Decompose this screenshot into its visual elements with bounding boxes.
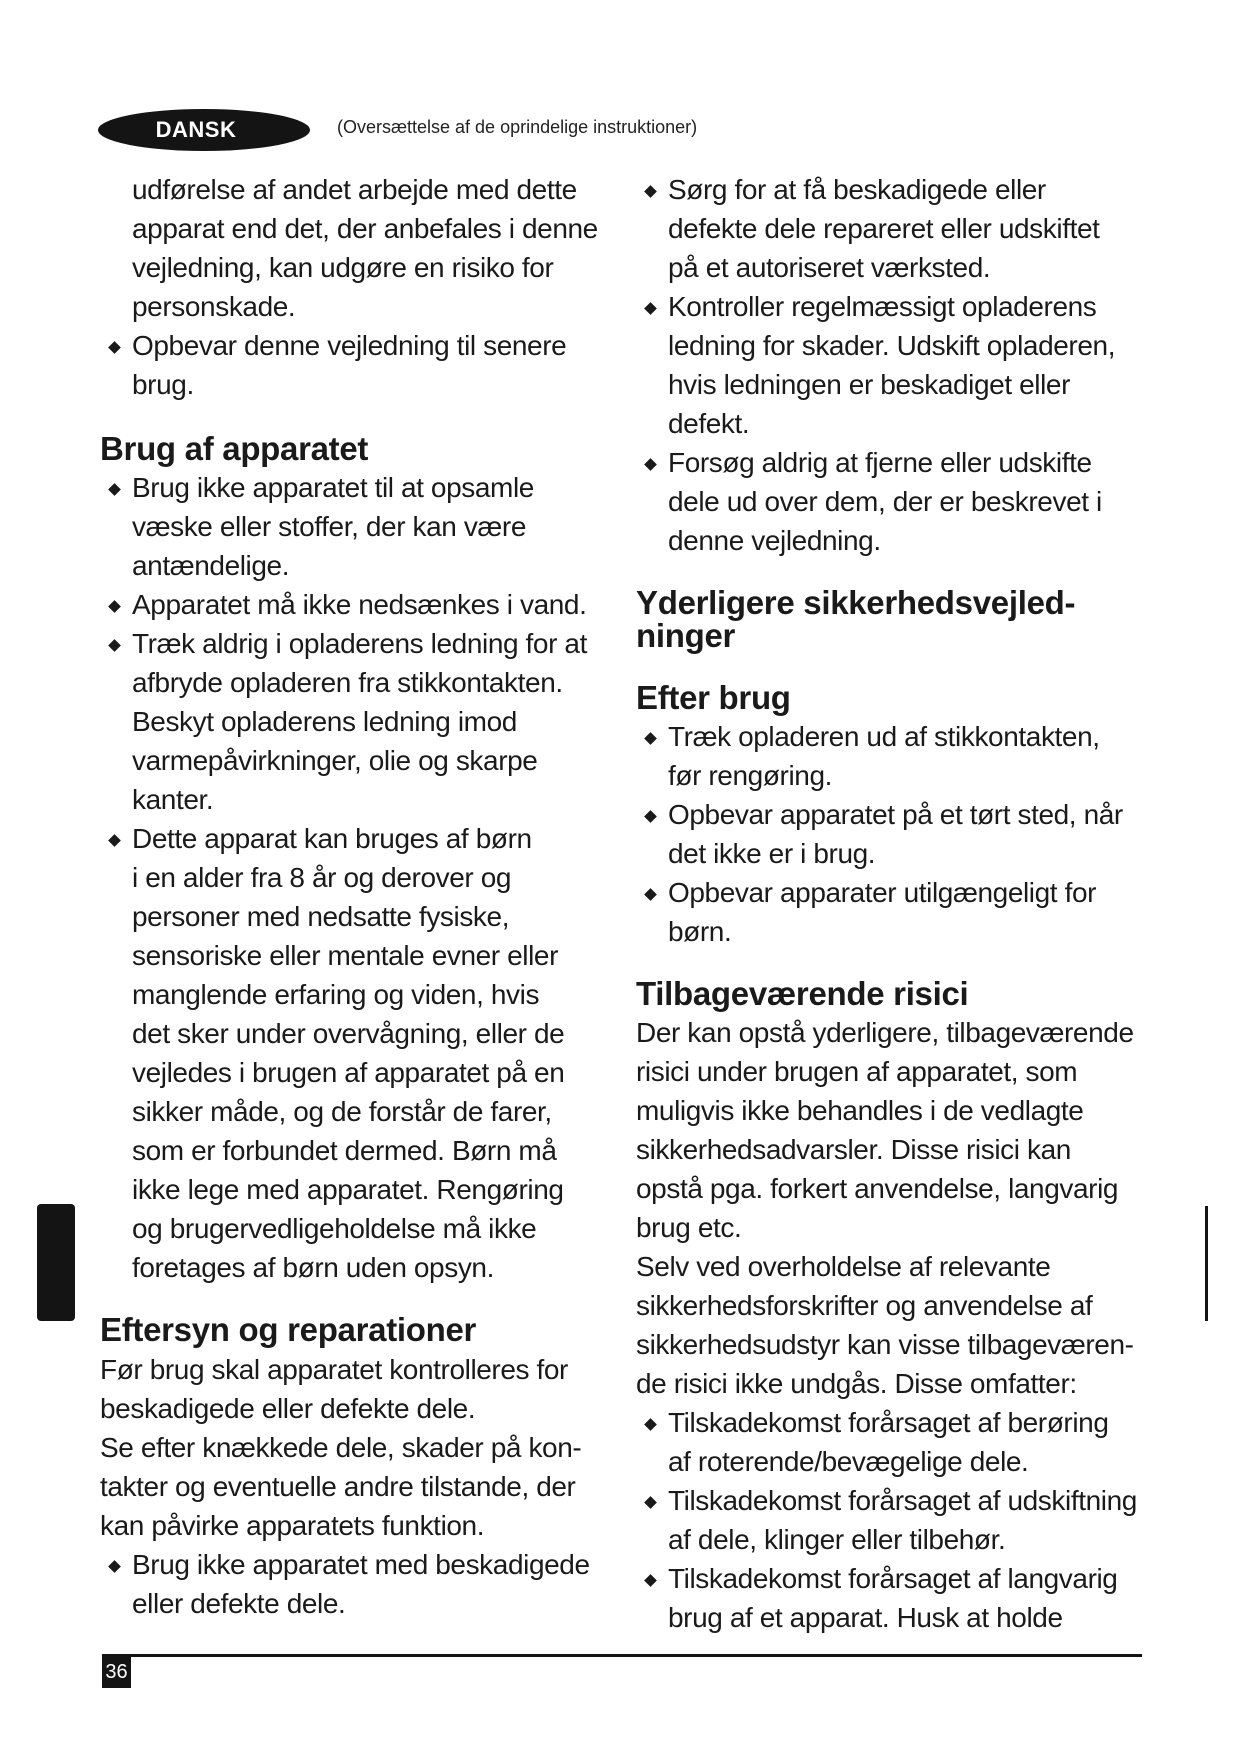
text-line: Beskyt opladerens ledning imod	[132, 706, 517, 737]
bullet-item	[100, 468, 620, 585]
language-badge	[98, 109, 310, 151]
intro-paragraph	[100, 170, 620, 326]
text-line: ikke lege med apparatet. Rengøring	[132, 1174, 564, 1205]
text-line: denne vejledning.	[668, 525, 881, 556]
bullet-item	[100, 1545, 620, 1623]
text-line: Forsøg aldrig at fjerne eller udskifte	[668, 447, 1092, 478]
text-line: vejledes i brugen af apparatet på en	[132, 1057, 565, 1088]
text-line: af dele, klinger eller tilbehør.	[668, 1524, 1006, 1555]
text-line: defekte dele repareret eller udskiftet	[668, 213, 1100, 244]
text-line: Træk opladeren ud af stikkontakten,	[668, 721, 1100, 752]
bullet-item	[636, 170, 1156, 287]
diamond-bullet-icon	[644, 732, 657, 745]
diamond-bullet-icon	[108, 341, 121, 354]
bullet-item	[636, 443, 1156, 560]
text-line: Før brug skal apparatet kontrolleres for	[100, 1354, 568, 1385]
text-line: Tilskadekomst forårsaget af udskiftning	[668, 1485, 1137, 1516]
diamond-bullet-icon	[644, 888, 657, 901]
section-heading-inspection: Eftersyn og reparationer	[100, 1311, 477, 1348]
text-line: kanter.	[132, 784, 214, 815]
bullet-item	[636, 795, 1156, 873]
page-number: 36	[102, 1656, 131, 1688]
diamond-bullet-icon	[108, 483, 121, 496]
text-line: børn.	[668, 916, 732, 947]
diamond-bullet-icon	[644, 810, 657, 823]
text-line: på et autoriseret værksted.	[668, 252, 991, 283]
diamond-bullet-icon	[644, 458, 657, 471]
bullet-item	[636, 717, 1156, 795]
text-line: eller defekte dele.	[132, 1588, 346, 1619]
diamond-bullet-icon	[644, 1496, 657, 1509]
text-line: Kontroller regelmæssigt opladerens	[668, 291, 1097, 322]
text-line: sikkerhedsadvarsler. Disse risici kan	[636, 1134, 1071, 1165]
text-line: sikkerhedsudstyr kan visse tilbageværen-	[636, 1329, 1134, 1360]
text-line: brug af et apparat. Husk at holde	[668, 1602, 1063, 1633]
text-line: risici under brugen af apparatet, som	[636, 1056, 1078, 1087]
text-line: Opbevar denne vejledning til senere	[132, 330, 567, 361]
bullet-item	[100, 819, 620, 1287]
text-line: antændelige.	[132, 550, 290, 581]
text-line: apparat end det, der anbefales i denne	[132, 213, 598, 244]
section-heading-after-use: Efter brug	[636, 679, 791, 716]
bullet-item	[100, 585, 620, 624]
text-line: beskadigede eller defekte dele.	[100, 1393, 476, 1424]
left-column	[100, 170, 620, 1623]
bullet-item	[100, 624, 620, 819]
text-line: brug.	[132, 369, 194, 400]
text-line: før rengøring.	[668, 760, 832, 791]
text-line: Opbevar apparatet på et tørt sted, når	[668, 799, 1123, 830]
footer-rule	[102, 1654, 1142, 1657]
text-line: Tilskadekomst forårsaget af langvarig	[668, 1563, 1118, 1594]
diamond-bullet-icon	[108, 639, 121, 652]
bullet-item	[636, 287, 1156, 443]
text-line: vejledning, kan udgøre en risiko for	[132, 252, 554, 283]
text-line: Brug ikke apparatet med beskadigede	[132, 1549, 590, 1580]
text-line: manglende erfaring og viden, hvis	[132, 979, 540, 1010]
text-line: Tilskadekomst forårsaget af berøring	[668, 1407, 1109, 1438]
diamond-bullet-icon	[108, 1560, 121, 1573]
text-line: Der kan opstå yderligere, tilbageværende	[636, 1017, 1134, 1048]
diamond-bullet-icon	[644, 302, 657, 315]
text-line: af roterende/bevægelige dele.	[668, 1446, 1029, 1477]
bullet-item	[636, 873, 1156, 951]
text-line: det sker under overvågning, eller de	[132, 1018, 565, 1049]
heading-line: ninger	[636, 617, 736, 654]
text-line: opstå pga. forkert anvendelse, langvarig	[636, 1173, 1119, 1204]
inspection-paragraph	[100, 1350, 620, 1545]
bullet-item	[636, 1481, 1156, 1559]
text-line: Se efter knækkede dele, skader på kon-	[100, 1432, 582, 1463]
diamond-bullet-icon	[644, 1418, 657, 1431]
text-line: brug etc.	[636, 1212, 742, 1243]
bullet-item	[636, 1403, 1156, 1481]
bullet-item	[636, 1559, 1156, 1637]
text-line: takter og eventuelle andre tilstande, der	[100, 1471, 576, 1502]
risks-paragraph	[636, 1013, 1156, 1403]
text-line: sikker måde, og de forstår de farer,	[132, 1096, 552, 1127]
text-line: dele ud over dem, der er beskrevet i	[668, 486, 1102, 517]
language-label: DANSK	[155, 117, 237, 142]
text-line: det ikke er i brug.	[668, 838, 876, 869]
text-line: afbryde opladeren fra stikkontakten.	[132, 667, 563, 698]
text-line: Sørg for at få beskadigede eller	[668, 174, 1046, 205]
text-line: foretages af børn uden opsyn.	[132, 1252, 494, 1283]
text-line: de risici ikke undgås. Disse omfatter:	[636, 1368, 1077, 1399]
text-line: udførelse af andet arbejde med dette	[132, 174, 577, 205]
text-line: væske eller stoffer, der kan være	[132, 511, 527, 542]
text-line: Selv ved overholdelse af relevante	[636, 1251, 1051, 1282]
text-line: Opbevar apparater utilgængeligt for	[668, 877, 1097, 908]
text-line: varmepåvirkninger, olie og skarpe	[132, 745, 538, 776]
text-line: ledning for skader. Udskift opladeren,	[668, 330, 1116, 361]
text-line: Apparatet må ikke nedsænkes i vand.	[132, 589, 587, 620]
diamond-bullet-icon	[108, 600, 121, 613]
diamond-bullet-icon	[644, 1574, 657, 1587]
diamond-bullet-icon	[108, 834, 121, 847]
text-line: defekt.	[668, 408, 750, 439]
bullet-item	[100, 326, 620, 404]
section-heading-use: Brug af apparatet	[100, 430, 369, 467]
section-heading-safety	[636, 586, 1156, 652]
text-line: og brugervedligeholdelse må ikke	[132, 1213, 537, 1244]
translation-note: (Oversættelse af de oprindelige instruktioner)	[337, 117, 698, 137]
text-line: sensoriske eller mentale evner eller	[132, 940, 559, 971]
diamond-bullet-icon	[644, 185, 657, 198]
text-line: personskade.	[132, 291, 296, 322]
section-edge-line	[1205, 1206, 1208, 1321]
text-line: personer med nedsatte fysiske,	[132, 901, 510, 932]
text-line: i en alder fra 8 år og derover og	[132, 862, 512, 893]
heading-line: Yderligere sikkerhedsvejled-	[636, 584, 1076, 621]
section-heading-risks: Tilbageværende risici	[636, 975, 969, 1012]
section-tab-marker	[37, 1204, 75, 1321]
text-line: kan påvirke apparatets funktion.	[100, 1510, 485, 1541]
text-line: Træk aldrig i opladerens ledning for at	[132, 628, 587, 659]
text-line: sikkerhedsforskrifter og anvendelse af	[636, 1290, 1093, 1321]
text-line: muligvis ikke behandles i de vedlagte	[636, 1095, 1084, 1126]
text-line: som er forbundet dermed. Børn må	[132, 1135, 557, 1166]
right-column	[636, 170, 1156, 1637]
text-line: Dette apparat kan bruges af børn	[132, 823, 532, 854]
text-line: Brug ikke apparatet til at opsamle	[132, 472, 534, 503]
text-line: hvis ledningen er beskadiget eller	[668, 369, 1070, 400]
